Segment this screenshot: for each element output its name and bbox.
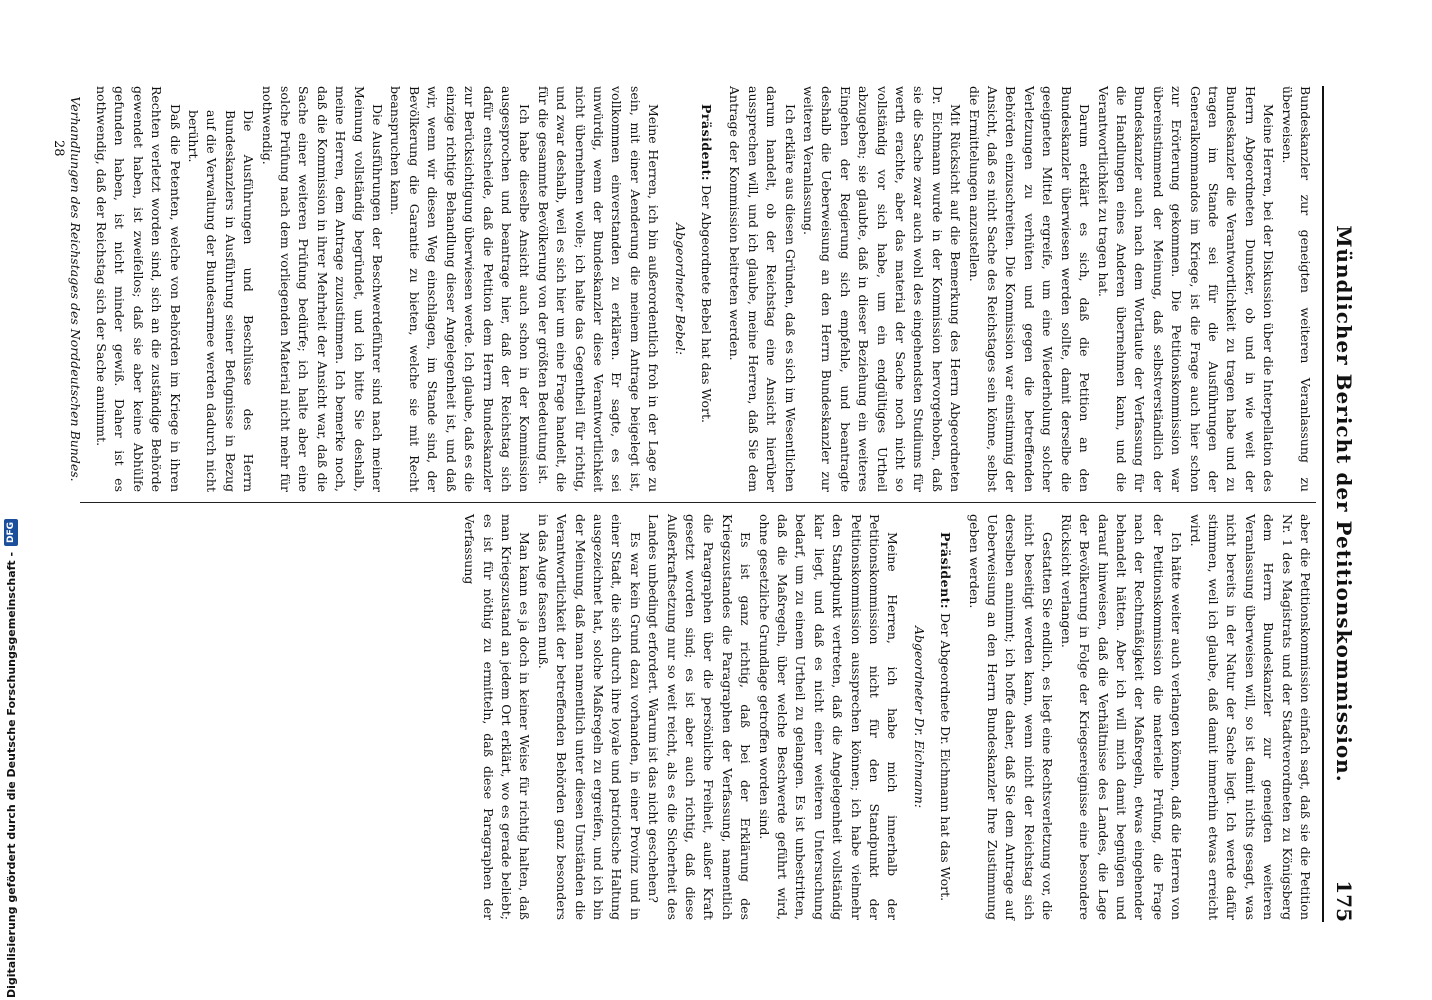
page-header [1322, 86, 1358, 922]
paragraph: Man kann es ja doch in keiner Weise für richtig halten, daß man Kriegszustand an jedem Ort erklärt, wo es gerade beliebt; es ist für nöthig zu ermitteln, daß diese Paragraphen der Verfassung [462, 514, 533, 920]
paragraph: Es ist ganz richtig, daß bei der Erklärung des Kriegszustandes die Paragraphen der Verfassung, namentlich die Paragraphen über die persönliche Freiheit, außer Kraft gesetzt worden sind; es ist aber auch richtig, daß diese Außerkraftsetzung nur so weit reicht, als es die Sicherheit des Landes unbedingt erfordert. Warum ist das nicht geschehen? [646, 514, 754, 920]
left-column [67, 86, 1314, 492]
footer-page-number: 28 [51, 140, 66, 157]
paragraph: Meine Herren, ich habe mich innerhalb der Petitionskommission nicht für den Standpunkt der Petitionskommission aussprechen können; ich habe vielmehr den Standpunkt vertreten, daß die Angelegenheit vollständig klar liegt, und daß es nicht einer weiteren Untersuchung bedarf, um zu einem Urtheil zu gelangen. Es ist unbestritten, daß die Maßregeln, über welche Beschwerde geführt wird, ohne gesetzliche Grundlage getroffen worden sind. [756, 514, 901, 920]
column-divider [80, 502, 1316, 503]
paragraph: Bundeskanzler zur geneigten weiteren Veranlassung zu überweisen. [1279, 86, 1313, 492]
speaker-text: Der Abgeordnete Dr. Eichmann hat das Wort. [938, 613, 954, 902]
paragraph: Darum erklärt es sich, daß die Petition an den Bundeskanzler überwiesen werden sollte, damit derselbe die geeigneten Mittel ergreife, um eine Wiederholung solcher Verletzungen zu verhüten und gegen die betreffenden Behörden einzuschreiten. Die Kommission war einstimmig der Ansicht, daß es nicht Sache des Reichstages sein könne, selbst die Ermittelungen anzustellen. [966, 86, 1093, 492]
speaker-name: Präsident: [938, 532, 954, 610]
paragraph: Verhandlungen des Reichstages des Norddeutschen Bundes. [67, 96, 83, 482]
paragraph: Gestatten Sie endlich, es liegt eine Rechtsverletzung vor, die nicht beseitigt werden kann, wenn nicht der Reichstag sich derselben annimmt; ich hoffe daher, daß Sie dem Antrage auf Ueberweisung an den Herrn Bundeskanzler Ihre Zustimmung geben werden. [966, 514, 1056, 920]
paragraph: aber die Petitionskommission einfach sagt, daß sie die Petition Nr. 1 des Magistrats und der Stadtverordneten zu Königsberg dem Herrn Bundeskanzler zur geneigten weiteren Veranlassung überweisen will, so ist damit nichts gesagt, was nicht bereits in der Natur der Sache liegt. Ich werde dafür stimmen, weil ich glaube, daß damit immerhin etwas erreicht wird. [1187, 514, 1313, 920]
paragraph: Die Ausführungen der Beschwerdeführer sind nach meiner Meinung vollständig begründet, und ich bitte Sie deshalb, meine Herren, dem Antrage zuzustimmen. Ich bemerke noch, daß die Kommission in ihrer Mehrheit der Ansicht war, daß die Sache einer weiteren Prüfung bedürfe; ich halte aber eine solche Prüfung nach dem vorliegenden Material nicht mehr für nothwendig. [259, 86, 386, 492]
speaker-name: Präsident: [699, 104, 714, 182]
speaker-line [697, 86, 715, 492]
paragraph: Ich erkläre aus diesen Gründen, daß es sich im Wesentlichen darum handelt, ob der Reichstag eine Ansicht hierüber aussprechen will, und ich glaube, meine Herren, daß Sie dem Antrage der Kommission beitreten werden. [727, 86, 798, 492]
speaker-text: Der Abgeordnete Bebel hat das Wort. [699, 185, 714, 423]
dfg-logo: DFG [4, 519, 18, 546]
digitization-credit [2, 521, 20, 998]
speaker-heading: Abgeordneter Dr. Eichmann: [911, 625, 927, 809]
running-title: Mündlicher Bericht der Petitionskommission. [1332, 225, 1356, 783]
right-column [84, 514, 1314, 920]
paragraph: Ich hätte weiter auch verlangen können, daß die Herren von der Petitionskommission die materielle Prüfung, die Frage nach der Rechtmäßigkeit der Maßregeln, etwas eingehender behandelt hätten. Aber ich will mich damit begnügen und darauf hinweisen, daß die Verhältnisse des Landes, die Lage der Bevölkerung in Folge der Kriegsereignisse eine besondere Rücksicht verlangen. [1058, 514, 1185, 920]
speaker-line [936, 514, 954, 920]
speaker-heading: Abgeordneter Bebel: [672, 223, 688, 355]
paragraph: Daß die Petenten, welche von Behörden im Kriege in ihren Rechten verletzt worden sind, sich an die zuständige Behörde gewendet haben, ist zweifellos; daß sie aber keine Abhülfe gefunden haben, ist nicht minder gewiß. Daher ist es nothwendig, daß der Reichstag sich der Sache annimmt. [94, 86, 183, 492]
credit-text: Digitalisierung gefördert durch die Deutsche Forschungsgemeinschaft - [4, 551, 18, 998]
paragraph: Meine Herren, bei der Diskussion über die Interpellation des Herrn Abgeordneten Duncker, ob und in wie weit der Bundeskanzler die Verantwortlichkeit zu tragen habe und zu tragen im Stande sei für die Ausführungen der Generalkommandos im Kriege, ist die Frage auch hier schon zur Erörterung gekommen. Die Petitionskommission war übereinstimmend der Meinung, daß selbstverständlich der Bundeskanzler auch nach dem Wortlaute der Verfassung für die Handlungen eines Anderen übernehmen kann, und die Verantwortlichkeit zu tragen hat. [1095, 86, 1277, 492]
page-number: 175 [1332, 880, 1356, 922]
paragraph: Ich habe dieselbe Ansicht auch schon in der Kommission ausgesprochen und beantrage hier, daß der Reichstag sich dafür entscheide, daß die Petition dem Herrn Bundeskanzler zur Berücksichtigung überwiesen werde. Ich glaube, daß es die einzige richtige Behandlung dieser Angelegenheit ist, und daß wir, wenn wir diesen Weg einschlagen, im Stande sind, der Bevölkerung die Garantie zu bieten, welche sie mit Recht beanspruchen kann. [388, 86, 533, 492]
paragraph: Meine Herren, ich bin außerordentlich froh in der Lage zu sein, mit einer Aenderung die meinem Antrage beigelegt ist, vollkommen einverstanden zu erklären. Er sagte, es sei unwürdig, wenn der Bundeskanzler diese Verantwortlichkeit nicht übernehmen wolle; ich halte das Gegentheil für richtig, und zwar deshalb, weil es sich hier um eine Frage handelt, die für die gesammte Bevölkerung von der größten Bedeutung ist. [535, 86, 662, 492]
paragraph: Es war kein Grund dazu vorhanden, in einer Provinz und in einer Stadt, die sich durch ihre loyale und patriotische Haltung ausgezeichnet hat, solche Maßregeln zu ergreifen, und ich bin der Meinung, daß man namentlich unter diesen Umständen die Verantwortlichkeit der betreffenden Behörden ganz besonders in das Auge fassen muß. [535, 514, 643, 920]
quoted-text: Die Ausführungen und Beschlüsse des Herrn Bundeskanzlers in Ausführung seiner Befugnisse in Bezug auf die Verwaltung der Bundesarmee werden dadurch nicht berührt. [186, 110, 257, 492]
paragraph: Mit Rücksicht auf die Bemerkung des Herrn Abgeordneten Dr. Eichmann wurde in der Kommission hervorgehoben, daß sie die Sache zwar auch wohl des eingehendsten Studiums für werth erachte, aber das material der Sache noch nicht so vollständig vor sich habe, um ein endgültiges Urtheil abzugeben; sie glaubte, daß in dieser Beziehung ein weiteres Eingehen der Regierung sich empfehle, und beantragte deshalb die Ueberweisung an den Herrn Bundeskanzler zur weiteren Veranlassung. [801, 86, 964, 492]
